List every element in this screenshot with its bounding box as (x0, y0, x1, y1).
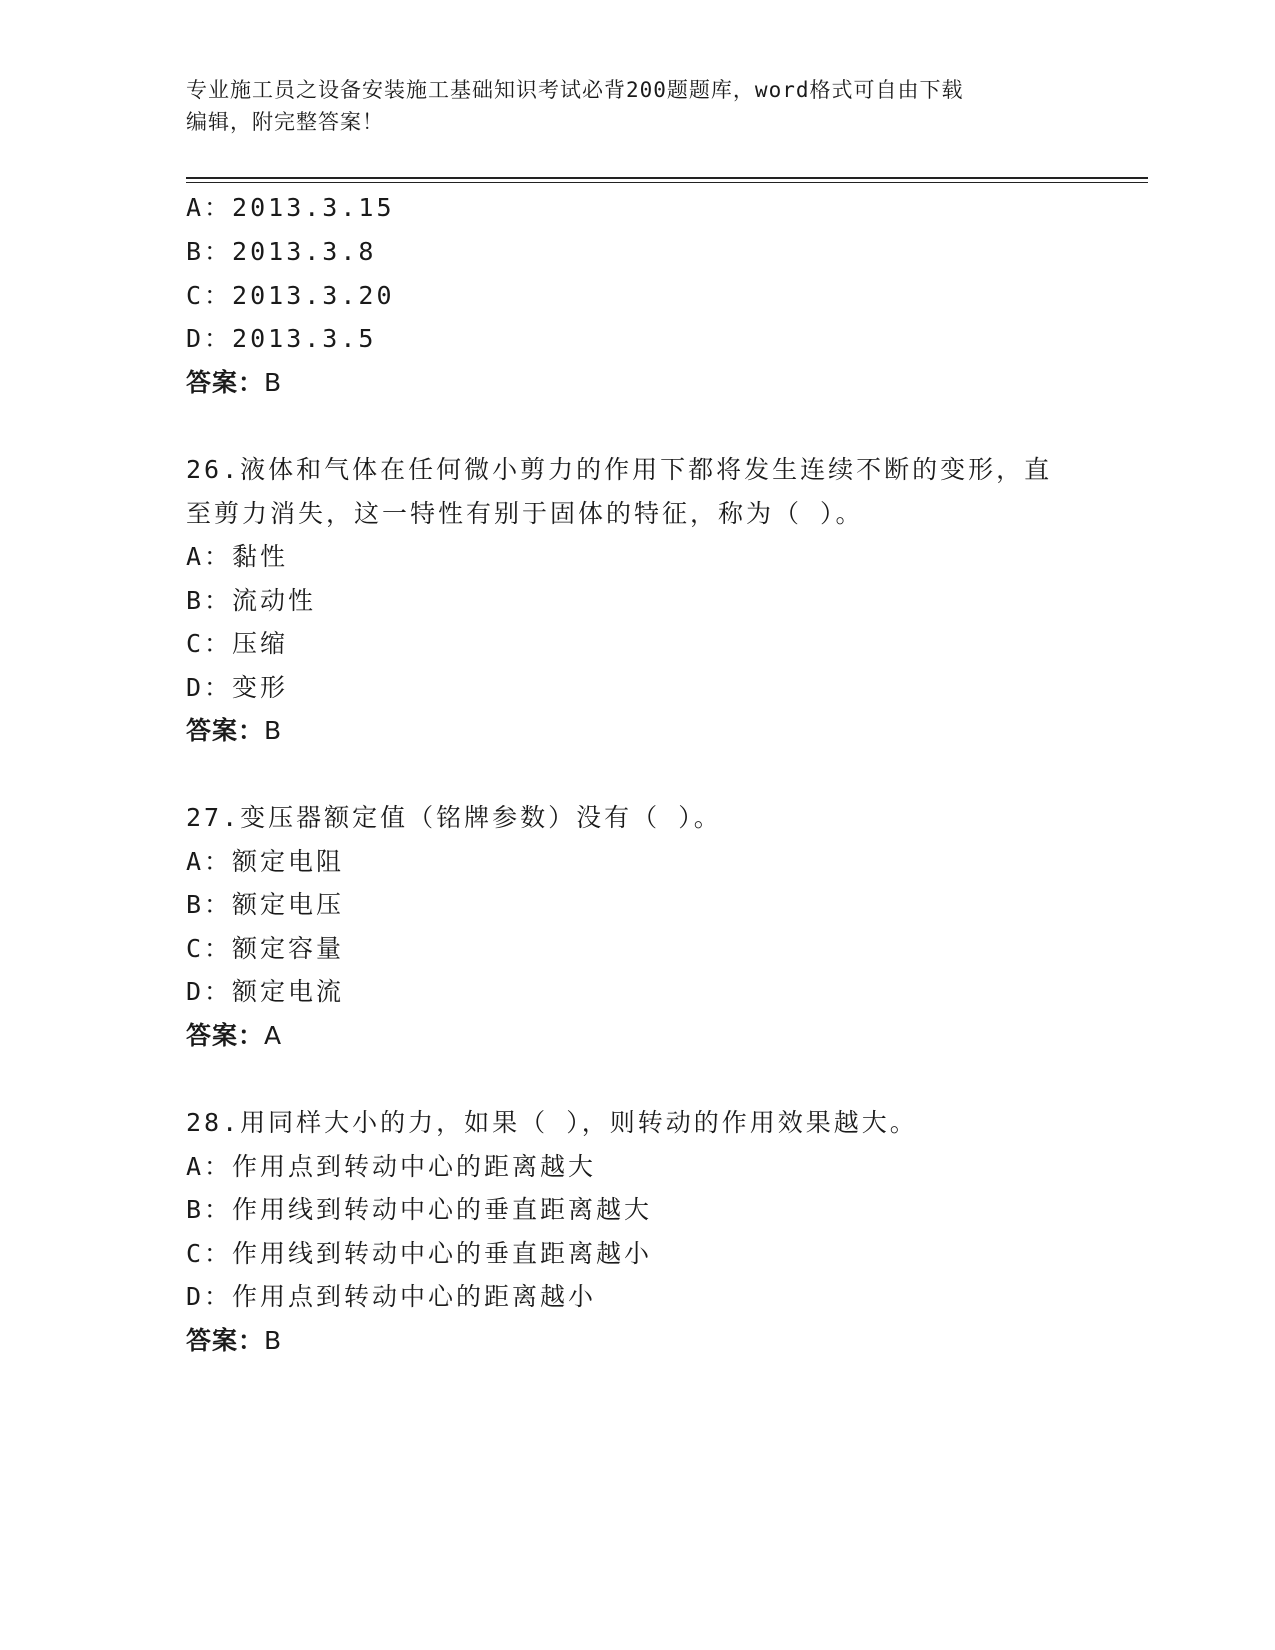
header-line-2: 编辑，附完整答案！ (186, 110, 384, 134)
q27-option-c: C：额定容量 (186, 934, 345, 963)
q26-stem-line-1: 26.液体和气体在任何微小剪力的作用下都将发生连续不断的变形，直 (186, 455, 1053, 484)
q25-answer-label: 答案： (186, 368, 265, 397)
header-divider-thick (186, 177, 1148, 179)
q26-option-d: D：变形 (186, 673, 289, 702)
q25-option-d: D：2013.3.5 (186, 324, 377, 353)
q28-answer (186, 1326, 282, 1356)
q28-answer-value: B (264, 1326, 283, 1355)
q26-answer (186, 716, 282, 746)
q25-answer (186, 368, 282, 398)
q26-answer-label: 答案： (186, 716, 265, 745)
q26-option-b: B：流动性 (186, 586, 317, 615)
q26-answer-value: B (264, 716, 283, 745)
q28-answer-label: 答案： (186, 1326, 265, 1355)
q27-option-b: B：额定电压 (186, 890, 345, 919)
q25-option-b: B：2013.3.8 (186, 237, 377, 266)
header-divider-thin (186, 182, 1148, 183)
q27-option-a: A：额定电阻 (186, 847, 345, 876)
q25-option-a: A：2013.3.15 (186, 193, 395, 222)
q27-answer-value: A (264, 1021, 283, 1050)
q28-option-c: C：作用线到转动中心的垂直距离越小 (186, 1239, 653, 1268)
header-line-1: 专业施工员之设备安装施工基础知识考试必背200题题库，word格式可自由下载 (186, 78, 964, 102)
q28-option-b: B：作用线到转动中心的垂直距离越大 (186, 1195, 653, 1224)
q27-stem-line-1: 27.变压器额定值（铭牌参数）没有（ ）。 (186, 803, 722, 832)
q26-option-a: A：黏性 (186, 542, 289, 571)
q25-answer-value: B (264, 368, 283, 397)
q27-option-d: D：额定电流 (186, 977, 345, 1006)
q27-answer (186, 1021, 282, 1051)
q25-option-c: C：2013.3.20 (186, 281, 395, 310)
q26-stem-line-2: 至剪力消失，这一特性有别于固体的特征，称为（ ）。 (186, 499, 864, 528)
q28-stem-line-1: 28.用同样大小的力，如果（ ），则转动的作用效果越大。 (186, 1108, 918, 1137)
q26-option-c: C：压缩 (186, 629, 289, 658)
q27-answer-label: 答案： (186, 1021, 265, 1050)
document-header (186, 74, 1086, 138)
q28-option-a: A：作用点到转动中心的距离越大 (186, 1152, 597, 1181)
q28-option-d: D：作用点到转动中心的距离越小 (186, 1282, 597, 1311)
